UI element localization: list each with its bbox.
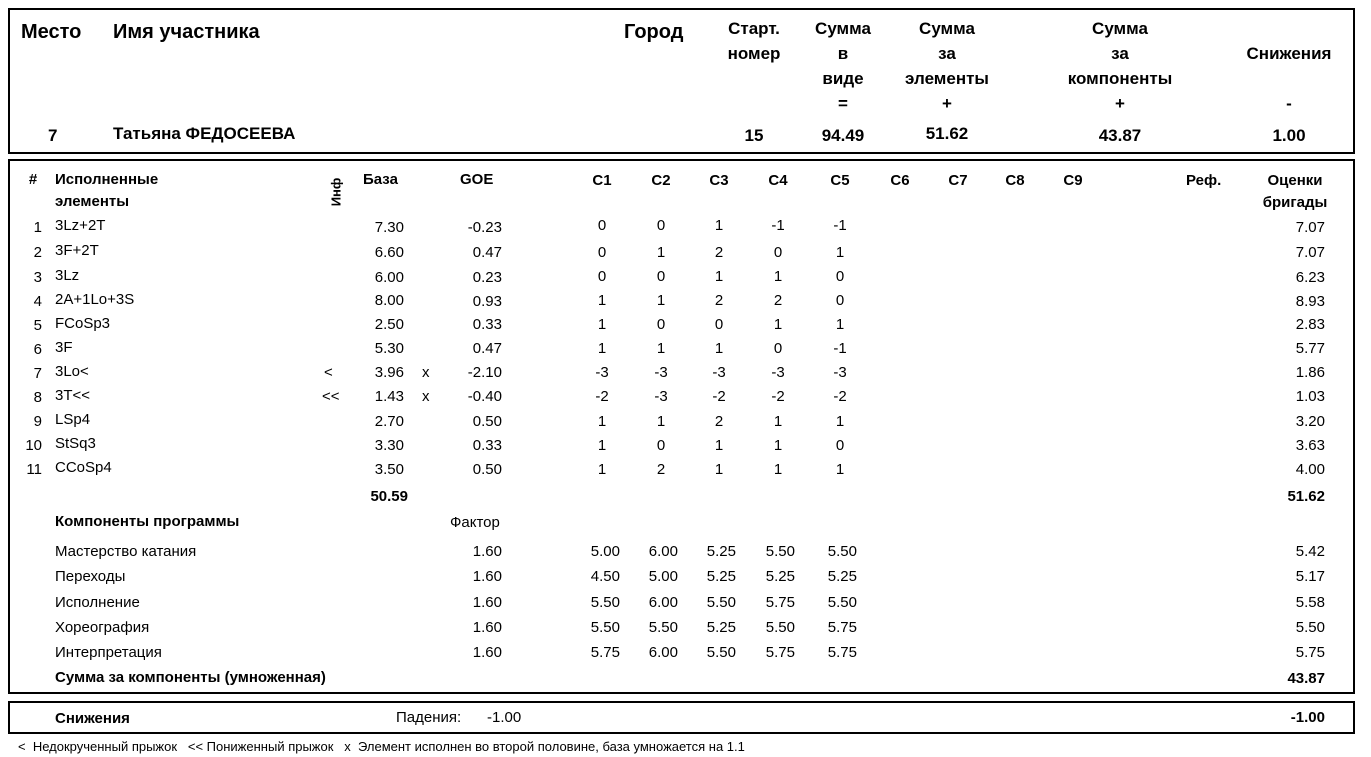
row-c2: 2	[656, 461, 666, 478]
component-name: Хореография	[55, 619, 150, 636]
component-c1: 5.50	[590, 619, 620, 636]
row-goe: -0.23	[467, 219, 502, 236]
component-c1: 5.75	[590, 644, 620, 661]
place-label: Место	[21, 21, 82, 43]
row-c4: -3	[771, 364, 785, 381]
row-c2: 0	[656, 217, 666, 234]
row-score: 2.83	[1295, 316, 1325, 333]
row-c5: -3	[833, 364, 847, 381]
row-c2: -3	[654, 364, 668, 381]
row-element: 3T<<	[55, 387, 91, 404]
components-sum-value: 43.87	[1098, 126, 1142, 145]
row-base: 3.30	[374, 437, 404, 454]
row-c4: 1	[773, 316, 783, 333]
col-score-header-1: Оценки	[1267, 172, 1323, 189]
start-no-value: 15	[744, 126, 764, 145]
elements-score-total: 51.62	[1287, 488, 1325, 505]
deductions-title: Снижения	[55, 710, 130, 727]
row-c1: 1	[597, 437, 607, 454]
col-num-header: #	[28, 171, 38, 188]
row-c5: 0	[835, 268, 845, 285]
name-label: Имя участника	[113, 21, 260, 43]
row-goe: 0.50	[472, 413, 502, 430]
components-title: Компоненты программы	[55, 513, 240, 530]
col-score-header-2: бригады	[1262, 194, 1328, 211]
city-label: Город	[624, 21, 684, 43]
col-c3-header: C3	[709, 172, 729, 189]
row-base: 2.50	[374, 316, 404, 333]
row-c4: 1	[773, 437, 783, 454]
row-c2: 1	[656, 244, 666, 261]
row-goe: 0.47	[472, 244, 502, 261]
row-c1: 1	[597, 316, 607, 333]
component-score: 5.17	[1295, 568, 1325, 585]
factor-label: Фактор	[450, 514, 500, 531]
component-name: Интерпретация	[55, 644, 162, 661]
row-score: 1.03	[1295, 388, 1325, 405]
row-base: 3.96	[374, 364, 404, 381]
component-c1: 4.50	[590, 568, 620, 585]
elements-sum-value: 51.62	[925, 124, 969, 143]
component-c5: 5.75	[827, 619, 857, 636]
component-c2: 6.00	[648, 644, 678, 661]
col-c5-header: C5	[830, 172, 850, 189]
component-c5: 5.50	[827, 594, 857, 611]
col-c9-header: C9	[1063, 172, 1083, 189]
component-c2: 5.00	[648, 568, 678, 585]
row-c4: 1	[773, 268, 783, 285]
row-c2: 0	[656, 316, 666, 333]
row-num: 7	[33, 365, 42, 382]
row-score: 5.77	[1295, 340, 1325, 357]
row-element: StSq3	[55, 435, 96, 452]
row-num: 10	[25, 437, 42, 454]
row-c3: 0	[714, 316, 724, 333]
row-c3: 2	[714, 292, 724, 309]
deductions-total: -1.00	[1290, 709, 1325, 726]
row-score: 1.86	[1295, 364, 1325, 381]
col-c6-header: C6	[890, 172, 910, 189]
row-base: 3.50	[374, 461, 404, 478]
base-total: 50.59	[370, 488, 408, 505]
row-c5: 1	[835, 244, 845, 261]
col-ref-header: Реф.	[1186, 172, 1222, 189]
row-c4: 1	[773, 413, 783, 430]
row-num: 2	[33, 244, 42, 261]
row-c2: 1	[656, 413, 666, 430]
legend: < Недокрученный прыжок << Пониженный прыжок x Элемент исполнен во второй половине, база умножается на 1.1	[18, 739, 745, 754]
row-score: 6.23	[1295, 269, 1325, 286]
row-c5: 0	[835, 292, 845, 309]
falls-label: Падения:	[396, 709, 462, 726]
row-base: 7.30	[374, 219, 404, 236]
row-c3: 1	[714, 217, 724, 234]
row-num: 8	[33, 389, 42, 406]
row-c3: -3	[712, 364, 726, 381]
row-c3: 2	[714, 413, 724, 430]
deductions-box	[8, 701, 1355, 734]
component-factor: 1.60	[472, 543, 502, 560]
falls-value: -1.00	[487, 709, 522, 726]
row-c3: 2	[714, 244, 724, 261]
row-c1: 0	[597, 244, 607, 261]
row-element: LSp4	[55, 411, 91, 428]
component-c3: 5.25	[706, 568, 736, 585]
row-base: 6.60	[374, 244, 404, 261]
row-base: 5.30	[374, 340, 404, 357]
row-c2: 1	[656, 292, 666, 309]
col-element-header-1: Исполненные	[55, 171, 159, 188]
component-factor: 1.60	[472, 594, 502, 611]
row-num: 5	[33, 317, 42, 334]
row-base: 2.70	[374, 413, 404, 430]
row-score: 7.07	[1295, 219, 1325, 236]
component-c3: 5.25	[706, 543, 736, 560]
row-goe: -2.10	[467, 364, 502, 381]
row-goe: 0.33	[472, 437, 502, 454]
col-element-header-2: элементы	[55, 193, 130, 210]
component-name: Исполнение	[55, 594, 140, 611]
component-factor: 1.60	[472, 619, 502, 636]
row-element: CCoSp4	[55, 459, 112, 476]
component-c4: 5.50	[765, 619, 795, 636]
component-c1: 5.50	[590, 594, 620, 611]
row-score: 3.63	[1295, 437, 1325, 454]
row-c5: 1	[835, 461, 845, 478]
row-c5: 1	[835, 413, 845, 430]
row-num: 1	[33, 219, 42, 236]
component-c3: 5.50	[706, 644, 736, 661]
component-c4: 5.50	[765, 543, 795, 560]
row-c4: 0	[773, 340, 783, 357]
component-c2: 6.00	[648, 543, 678, 560]
component-name: Мастерство катания	[55, 543, 197, 560]
row-c5: -2	[833, 388, 847, 405]
component-c4: 5.75	[765, 644, 795, 661]
row-num: 11	[26, 461, 42, 478]
row-c3: 1	[714, 461, 724, 478]
total-score-value: 94.49	[821, 126, 865, 145]
row-c5: 1	[835, 316, 845, 333]
row-score: 8.93	[1295, 293, 1325, 310]
row-base: 6.00	[374, 269, 404, 286]
row-goe: 0.33	[472, 316, 502, 333]
row-second-half-mark: x	[422, 388, 430, 405]
col-c2-header: C2	[651, 172, 671, 189]
component-factor: 1.60	[472, 568, 502, 585]
row-base: 1.43	[374, 388, 404, 405]
components-total-value: 43.87	[1287, 670, 1325, 687]
row-c5: -1	[833, 217, 847, 234]
row-c1: -3	[595, 364, 609, 381]
component-c4: 5.25	[765, 568, 795, 585]
row-c3: 1	[714, 340, 724, 357]
skater-name: Татьяна ФЕДОСЕЕВА	[113, 124, 296, 143]
row-c1: 0	[597, 268, 607, 285]
component-score: 5.75	[1295, 644, 1325, 661]
row-c2: -3	[654, 388, 668, 405]
row-element: 3Lz+2T	[55, 217, 106, 234]
col-goe-header: GOE	[460, 171, 494, 188]
row-c1: 1	[597, 461, 607, 478]
col-base-header: База	[363, 171, 398, 188]
component-c4: 5.75	[765, 594, 795, 611]
row-c4: 2	[773, 292, 783, 309]
component-c2: 6.00	[648, 594, 678, 611]
row-element: 3F+2T	[55, 242, 99, 259]
col-c8-header: C8	[1005, 172, 1025, 189]
col-c4-header: C4	[768, 172, 788, 189]
row-info: <<	[322, 388, 340, 405]
row-base: 8.00	[374, 292, 404, 309]
row-num: 4	[33, 293, 42, 310]
row-c3: -2	[712, 388, 726, 405]
row-goe: 0.47	[472, 340, 502, 357]
component-score: 5.58	[1295, 594, 1325, 611]
row-c1: 1	[597, 413, 607, 430]
row-score: 3.20	[1295, 413, 1325, 430]
row-c4: 0	[773, 244, 783, 261]
row-element: 3F	[55, 339, 73, 356]
row-goe: 0.23	[472, 269, 502, 286]
row-goe: -0.40	[467, 388, 502, 405]
components-total-label: Сумма за компоненты (умноженная)	[55, 669, 326, 686]
row-element: 3Lo<	[55, 363, 89, 380]
component-c5: 5.25	[827, 568, 857, 585]
row-c4: -1	[771, 217, 785, 234]
row-element: FCoSp3	[55, 315, 111, 332]
row-c2: 0	[656, 268, 666, 285]
col-c7-header: C7	[948, 172, 968, 189]
component-c2: 5.50	[648, 619, 678, 636]
col-c1-header: C1	[592, 172, 612, 189]
row-num: 6	[33, 341, 42, 358]
row-num: 3	[33, 269, 42, 286]
row-element: 2A+1Lo+3S	[55, 291, 135, 308]
component-score: 5.42	[1295, 543, 1325, 560]
row-score: 4.00	[1295, 461, 1325, 478]
component-score: 5.50	[1295, 619, 1325, 636]
row-c3: 1	[714, 268, 724, 285]
component-c1: 5.00	[590, 543, 620, 560]
component-factor: 1.60	[472, 644, 502, 661]
row-num: 9	[33, 413, 42, 430]
row-element: 3Lz	[55, 267, 80, 284]
component-c3: 5.25	[706, 619, 736, 636]
row-c1: 1	[597, 292, 607, 309]
deductions-value: 1.00	[1272, 126, 1306, 145]
component-c3: 5.50	[706, 594, 736, 611]
row-c3: 1	[714, 437, 724, 454]
place-value: 7	[48, 126, 58, 145]
row-c5: -1	[833, 340, 847, 357]
row-c1: 1	[597, 340, 607, 357]
row-c5: 0	[835, 437, 845, 454]
row-goe: 0.93	[472, 293, 502, 310]
row-info: <	[324, 364, 333, 381]
row-c1: 0	[597, 217, 607, 234]
component-c5: 5.50	[827, 543, 857, 560]
row-c1: -2	[595, 388, 609, 405]
row-c2: 0	[656, 437, 666, 454]
row-goe: 0.50	[472, 461, 502, 478]
row-c2: 1	[656, 340, 666, 357]
col-info-header: Инф	[328, 177, 344, 207]
component-name: Переходы	[55, 568, 126, 585]
scores-box	[8, 159, 1355, 694]
row-c4: -2	[771, 388, 785, 405]
row-c4: 1	[773, 461, 783, 478]
row-second-half-mark: x	[422, 364, 430, 381]
row-score: 7.07	[1295, 244, 1325, 261]
component-c5: 5.75	[827, 644, 857, 661]
